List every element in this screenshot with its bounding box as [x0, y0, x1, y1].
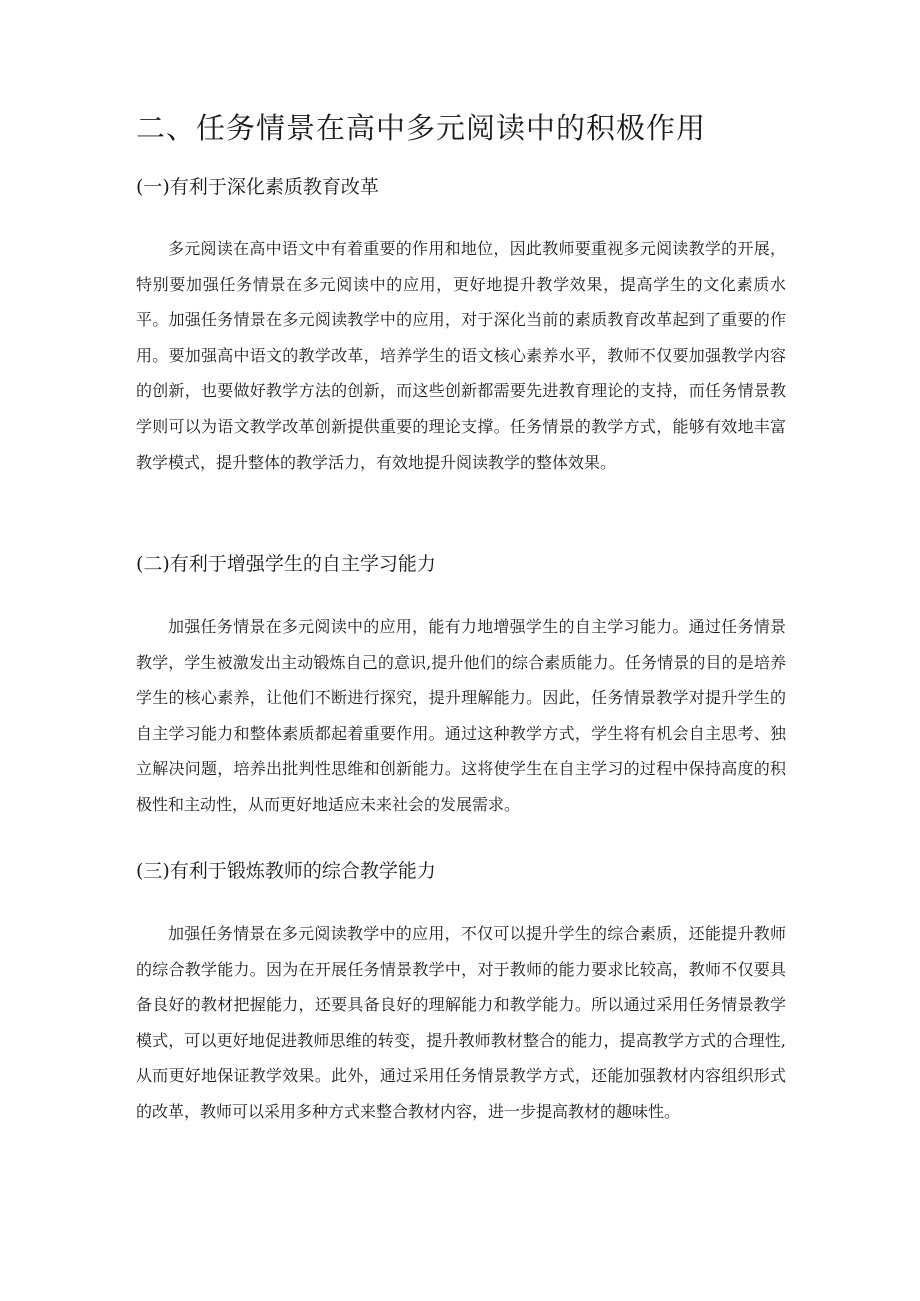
section-paragraph-2: 加强任务情景在多元阅读中的应用，能有力地增强学生的自主学习能力。通过任务情景教学，学生被激发出主动锻炼自己的意识,提升他们的综合素质能力。任务情景的目的是培养学生的核心素养，让他们不断进行探究，提升理解能力。因此，任务情景教学对提升学生的自主学习能力和整体素质都起着重要作用。通过这种教学方式，学生将有机会自主思考、独立解决问题，培养出批判性思维和创新能力。这将使学生在自主学习的过程中保持高度的积极性和主动性，从而更好地适应未来社会的发展需求。: [136, 617, 786, 814]
section-paragraph-3: 加强任务情景在多元阅读教学中的应用，不仅可以提升学生的综合素质，还能提升教师的综合教学能力。因为在开展任务情景教学中，对于教师的能力要求比较高，教师不仅要具备良好的教材把握能力，还要具备良好的理解能力和教学能力。所以通过采用任务情景教学模式，可以更好地促进教师思维的转变，提升教师教材整合的能力，提高教学方式的合理性,从而更好地保证教学效果。此外，通过采用任务情景教学方式，还能加强教材内容组织形式的改革，教师可以采用多种方式来整合教材内容，进一步提高教材的趣味性。: [136, 924, 786, 1121]
section-heading-2: (二)有利于增强学生的自主学习能力: [136, 553, 436, 575]
section-paragraph-1: 多元阅读在高中语文中有着重要的作用和地位，因此教师要重视多元阅读教学的开展，特别要加强任务情景在多元阅读中的应用，更好地提升教学效果，提高学生的文化素质水平。加强任务情景在多元阅读教学中的应用，对于深化当前的素质教育改革起到了重要的作用。要加强高中语文的教学改革，培养学生的语文核心素养水平，教师不仅要加强教学内容的创新，也要做好教学方法的创新，而这些创新都需要先进教育理论的支持，而任务情景教学则可以为语文教学改革创新提供重要的理论支撑。任务情景的教学方式，能够有效地丰富教学模式，提升整体的教学活力，有效地提升阅读教学的整体效果。: [136, 239, 786, 472]
section-heading-3: (三)有利于锻炼教师的综合教学能力: [136, 860, 436, 882]
page-title: 二、任务情景在高中多元阅读中的积极作用: [136, 111, 707, 145]
section-heading-1: (一)有利于深化素质教育改革: [136, 176, 379, 198]
